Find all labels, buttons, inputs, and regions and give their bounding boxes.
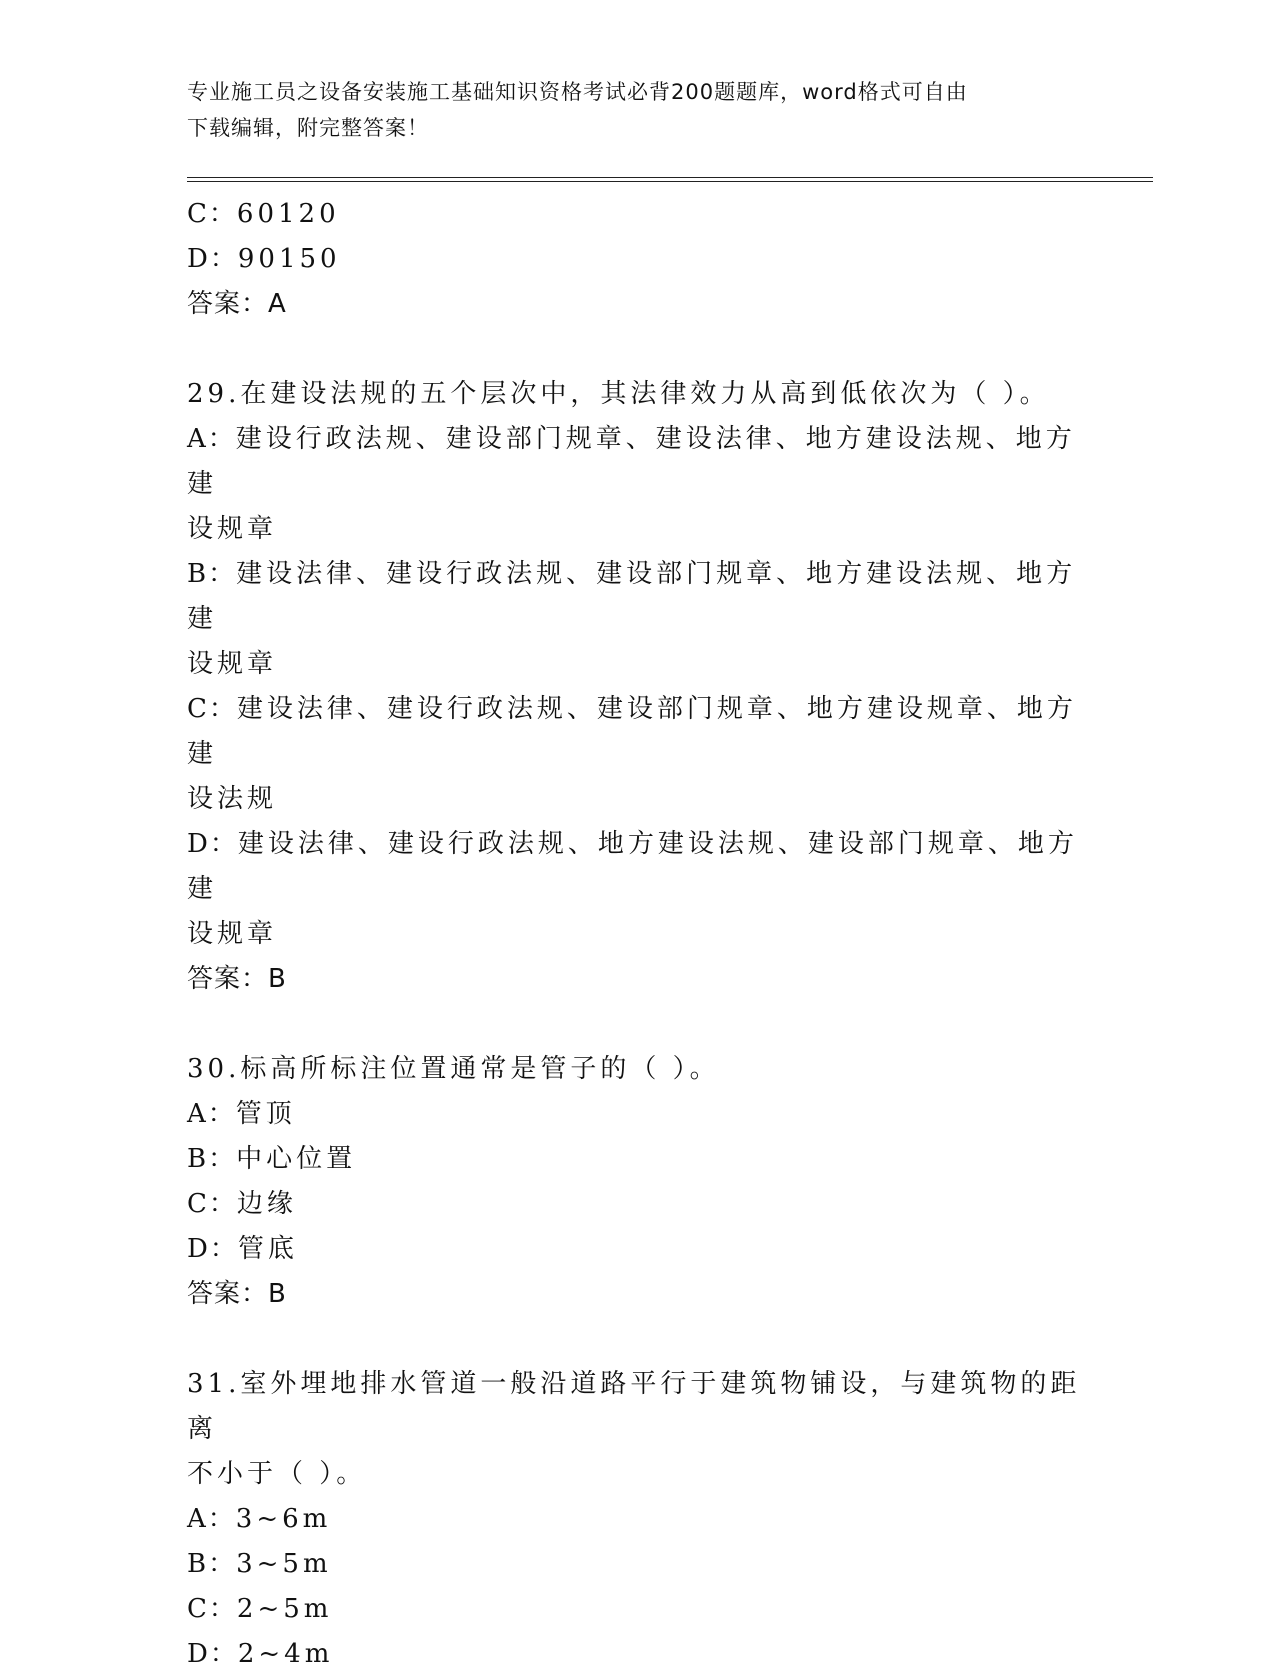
option-text: 2~4m <box>237 1639 334 1669</box>
option-c <box>187 1587 1087 1632</box>
prev-question <box>187 192 1087 327</box>
option-b <box>187 1137 1087 1182</box>
option-label: C： <box>187 199 237 229</box>
option-b <box>187 552 1087 642</box>
spacer <box>187 1002 1087 1047</box>
option-text: 建设行政法规、建设部门规章、建设法律、地方建设法规、地方建 <box>187 424 1076 499</box>
option-a <box>187 417 1087 507</box>
question-29 <box>187 372 1087 1002</box>
option-d <box>187 237 1087 282</box>
header-line-2: 下载编辑，附完整答案！ <box>187 116 429 140</box>
option-b-continued: 设规章 <box>187 649 278 679</box>
option-text: 60120 <box>236 199 340 229</box>
option-label: C： <box>187 1189 237 1219</box>
option-label: D： <box>187 244 238 274</box>
option-a <box>187 1497 1087 1542</box>
option-c <box>187 687 1087 777</box>
question-30 <box>187 1047 1087 1317</box>
option-label: D： <box>187 1234 238 1264</box>
option-label: C： <box>187 1594 237 1624</box>
question-content <box>187 192 1087 1677</box>
option-text: 管顶 <box>235 1099 296 1129</box>
option-text: 3~6m <box>235 1504 332 1534</box>
question-stem-continued: 不小于（ ）。 <box>187 1459 367 1489</box>
question-stem: 31.室外埋地排水管道一般沿道路平行于建筑物铺设，与建筑物的距离 <box>187 1369 1081 1444</box>
option-c-continued: 设法规 <box>187 784 278 814</box>
option-label: A： <box>187 424 236 454</box>
option-label: B： <box>187 1144 237 1174</box>
option-text: 边缘 <box>236 1189 297 1219</box>
option-d-continued: 设规章 <box>187 919 278 949</box>
option-text: 中心位置 <box>236 1144 357 1174</box>
option-a-continued: 设规章 <box>187 514 278 544</box>
option-text: 建设法律、建设行政法规、建设部门规章、地方建设规章、地方建 <box>187 694 1077 769</box>
option-b <box>187 1542 1087 1587</box>
option-label: B： <box>187 1549 237 1579</box>
option-text: 建设法律、建设行政法规、地方建设法规、建设部门规章、地方建 <box>187 829 1078 904</box>
answer-line: 答案：A <box>187 289 287 319</box>
option-text: 90150 <box>237 244 341 274</box>
option-text: 3~5m <box>236 1549 332 1579</box>
option-a <box>187 1092 1087 1137</box>
question-stem: 30.标高所标注位置通常是管子的（ ）。 <box>187 1054 720 1084</box>
document-header <box>187 74 1067 146</box>
option-label: D： <box>187 829 238 859</box>
question-31 <box>187 1362 1087 1677</box>
option-text: 2~5m <box>236 1594 333 1624</box>
option-label: B： <box>187 559 237 589</box>
option-c <box>187 192 1087 237</box>
spacer <box>187 1317 1087 1362</box>
spacer <box>187 327 1087 372</box>
option-c <box>187 1182 1087 1227</box>
option-d <box>187 1227 1087 1272</box>
option-label: A： <box>187 1099 236 1129</box>
option-text: 管底 <box>237 1234 298 1264</box>
option-text: 建设法律、建设行政法规、建设部门规章、地方建设法规、地方建 <box>187 559 1077 634</box>
option-label: C： <box>187 694 237 724</box>
header-line-1: 专业施工员之设备安装施工基础知识资格考试必背200题题库，word格式可自由 <box>187 80 968 104</box>
header-rule-top <box>187 177 1153 178</box>
question-stem: 29.在建设法规的五个层次中，其法律效力从高到低依次为（ ）。 <box>187 379 1050 409</box>
option-label: A： <box>187 1504 236 1534</box>
option-d <box>187 822 1087 912</box>
answer-line: 答案：B <box>187 1279 287 1309</box>
answer-line: 答案：B <box>187 964 287 994</box>
option-label: D： <box>187 1639 238 1669</box>
header-rule-bottom <box>187 181 1153 182</box>
option-d <box>187 1632 1087 1677</box>
